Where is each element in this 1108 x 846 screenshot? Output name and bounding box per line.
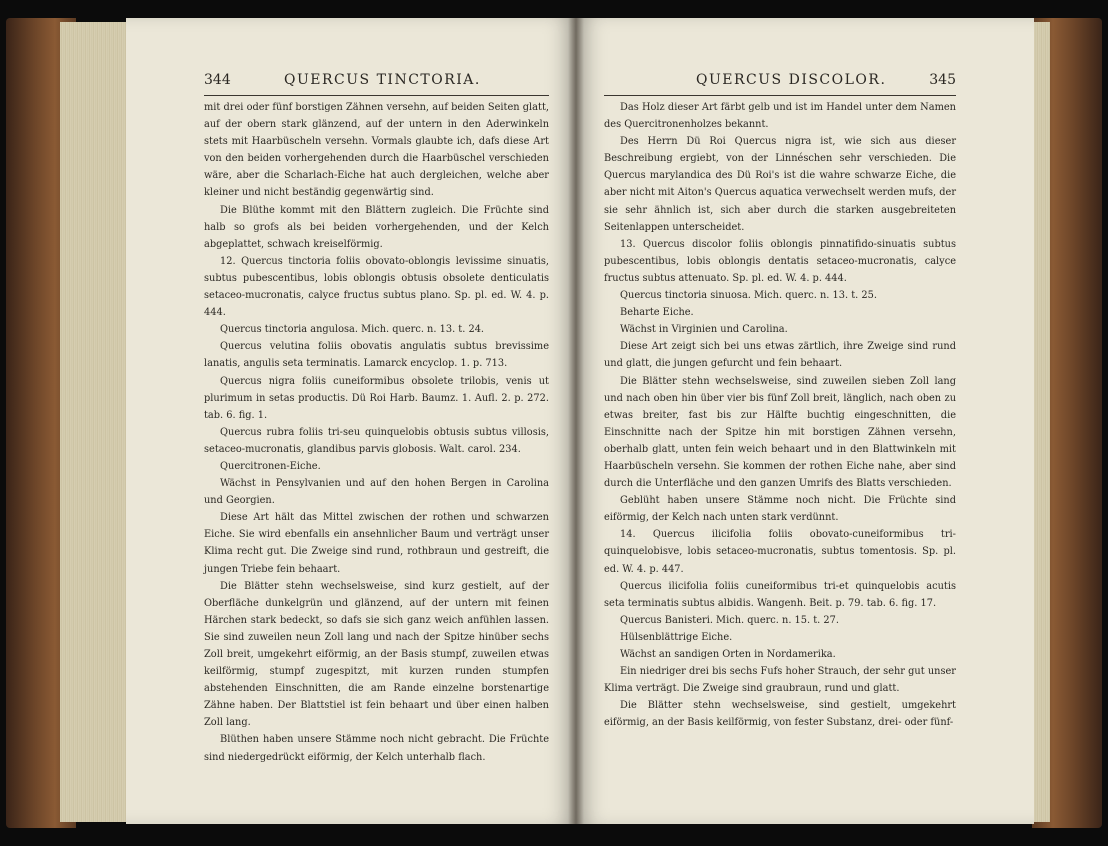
synonym: Quercus ilicifolia foliis cuneiformibus tri-et quinquelobis acutis seta terminatis subtus albidis. Wangenh. Beit. p. 79. tab. 6. fig. 17. bbox=[604, 580, 956, 609]
paragraph: Die Blätter stehn wechselsweise, sind kurz gestielt, auf der Oberfläche dunkelgrün und glänzend, auf der untern mit feinen Härchen stark bedeckt, so dafs sie sich ganz weich anfühlen lassen. Sie sind zuweilen neun Zoll lang und nach der Spitze hinüber sechs Zoll breit, umgekehrt eiförmig, an der Basis stumpf, zuweilen etwas keilförmig, stumpf zugespitzt, mit kurzen runden stumpfen abstehenden Einschnitten, die am Rande einzelne borstenartige Zähne haben. Der Blattstiel ist fein behaart und über einen halben Zoll lang. bbox=[204, 580, 549, 729]
paragraph: Wächst in Pensylvanien und auf den hohen Bergen in Carolina und Georgien. bbox=[204, 478, 549, 507]
right-page-text bbox=[604, 99, 956, 731]
running-title: QUERCUS DISCOLOR. bbox=[696, 72, 887, 88]
common-name: Beharte Eiche. bbox=[620, 307, 694, 319]
paragraph: Das Holz dieser Art färbt gelb und ist im Handel unter dem Namen des Quercitronenholzes bekannt. bbox=[604, 102, 956, 131]
header-rule bbox=[604, 95, 956, 96]
species-entry: 14. Quercus ilicifolia foliis obovato-cuneiformibus tri-quinquelobisve, lobis setaceo-mucronatis, subtus tomentosis. Sp. pl. ed. W. 4. p. 447. bbox=[604, 529, 956, 575]
synonym: Quercus tinctoria sinuosa. Mich. querc. n. 13. t. 25. bbox=[620, 290, 877, 302]
paragraph: Diese Art hält das Mittel zwischen der rothen und schwarzen Eiche. Sie wird ebenfalls ein ansehnlicher Baum und verträgt unser Klima recht gut. Die Zweige sind rund, rothbraun und gestreift, die jungen Triebe fein behaart. bbox=[204, 512, 549, 575]
paragraph: Ein niedriger drei bis sechs Fufs hoher Strauch, der sehr gut unser Klima verträgt. Die Zweige sind graubraun, rund und glatt. bbox=[604, 666, 956, 695]
common-name: Hülsenblättrige Eiche. bbox=[620, 631, 733, 643]
right-page-header bbox=[604, 72, 956, 92]
page-number: 345 bbox=[929, 72, 956, 88]
synonym: Quercus nigra foliis cuneiformibus obsolete trilobis, venis ut plurimum in setas productis. Dü Roi Harb. Baumz. 1. Aufl. 2. p. 272. tab. 6. fig. 1. bbox=[204, 375, 549, 421]
book-gutter bbox=[568, 18, 584, 824]
synonym: Quercus velutina foliis obovatis angulatis subtus brevissime lanatis, angulis seta terminatis. Lamarck encyclop. 1. p. 713. bbox=[204, 341, 549, 370]
left-page-text bbox=[204, 99, 549, 766]
right-page bbox=[576, 18, 1034, 824]
paragraph: Geblüht haben unsere Stämme noch nicht. Die Früchte sind eiförmig, der Kelch nach unten stark verdünnt. bbox=[604, 495, 956, 524]
left-page bbox=[126, 18, 576, 824]
paragraph: Die Blätter stehn wechselsweise, sind gestielt, umgekehrt eiförmig, an der Basis keilförmig, von fester Substanz, drei- oder fünf- bbox=[604, 700, 956, 729]
common-name: Quercitronen-Eiche. bbox=[220, 460, 321, 472]
paragraph: Die Blüthe kommt mit den Blättern zugleich. Die Früchte sind halb so grofs als bei beiden vorhergehenden, und der Kelch abgeplattet, schwach kreiselförmig. bbox=[204, 204, 549, 250]
running-title: QUERCUS TINCTORIA. bbox=[284, 72, 481, 88]
paragraph: Wächst an sandigen Orten in Nordamerika. bbox=[620, 649, 836, 660]
species-entry: 12. Quercus tinctoria foliis obovato-oblongis levissime sinuatis, subtus pubescentibus, lobis oblongis obtusis obsolete denticulatis setaceo-mucronatis, calyce fructus subtus plano. Sp. pl. ed. W. 4. p. 444. bbox=[204, 255, 549, 319]
synonym: Quercus rubra foliis tri-seu quinquelobis obtusis subtus villosis, setaceo-mucronatis, glandibus parvis globosis. Walt. carol. 234. bbox=[204, 426, 549, 455]
page-edges-left bbox=[60, 22, 128, 822]
page-number: 344 bbox=[204, 72, 231, 88]
paragraph: Die Blätter stehn wechselsweise, sind zuweilen sieben Zoll lang und nach oben hin über vier bis fünf Zoll breit, länglich, nach oben zu etwas breiter, fast bis zur Hälfte buchtig eingeschnitten, die Einschnitte nach der Spitze hin mit borstigen Zähnen versehn, oberhalb glatt, unten fein weich behaart und in den Blattwinkeln mit Haarbüscheln versehn. Sie kommen der rothen Eiche nahe, aber sind durch die Unterfläche und den ganzen Umrifs des Blatts verschieden. bbox=[604, 375, 956, 490]
paragraph: Diese Art zeigt sich bei uns etwas zärtlich, ihre Zweige sind rund und glatt, die jungen gefurcht und fein behaart. bbox=[604, 341, 956, 370]
paragraph: mit drei oder fünf borstigen Zähnen versehn, auf beiden Seiten glatt, auf der obern stark glänzend, auf der untern in den Aderwinkeln stets mit Haarbüscheln versehn. Vormals glaubte ich, dafs diese Art von den beiden vorhergehenden durch die Haarbüschel verschieden wäre, aber die Scharlach-Eiche hat auch dergleichen, welche aber kleiner und nicht beständig gegenwärtig sind. bbox=[204, 102, 549, 199]
species-entry: 13. Quercus discolor foliis oblongis pinnatifido-sinuatis subtus pubescentibus, lobis oblongis dentatis setaceo-mucronatis, calyce fructus subtus attenuato. Sp. pl. ed. W. 4. p. 444. bbox=[604, 238, 956, 284]
header-rule bbox=[204, 95, 549, 96]
paragraph: Blüthen haben unsere Stämme noch nicht gebracht. Die Früchte sind niedergedrückt eiförmig, der Kelch unterhalb flach. bbox=[204, 734, 549, 763]
paragraph: Wächst in Virginien und Carolina. bbox=[620, 324, 788, 336]
synonym: Quercus tinctoria angulosa. Mich. querc. n. 13. t. 24. bbox=[220, 324, 485, 336]
synonym: Quercus Banisteri. Mich. querc. n. 15. t. 27. bbox=[620, 614, 839, 626]
paragraph: Des Herrn Dü Roi Quercus nigra ist, wie sich aus dieser Beschreibung ergiebt, von der Linnéschen sehr verschieden. Die Quercus marylandica des Dü Roi's ist die wahre schwarze Eiche, die aber nicht mit Aiton's Quercus aquatica verwechselt werden mufs, der sie sehr ähnlich ist, sich aber durch die starken ausgebreiteten Seitenlappen unterscheidet. bbox=[604, 136, 956, 233]
left-page-header bbox=[204, 72, 549, 92]
